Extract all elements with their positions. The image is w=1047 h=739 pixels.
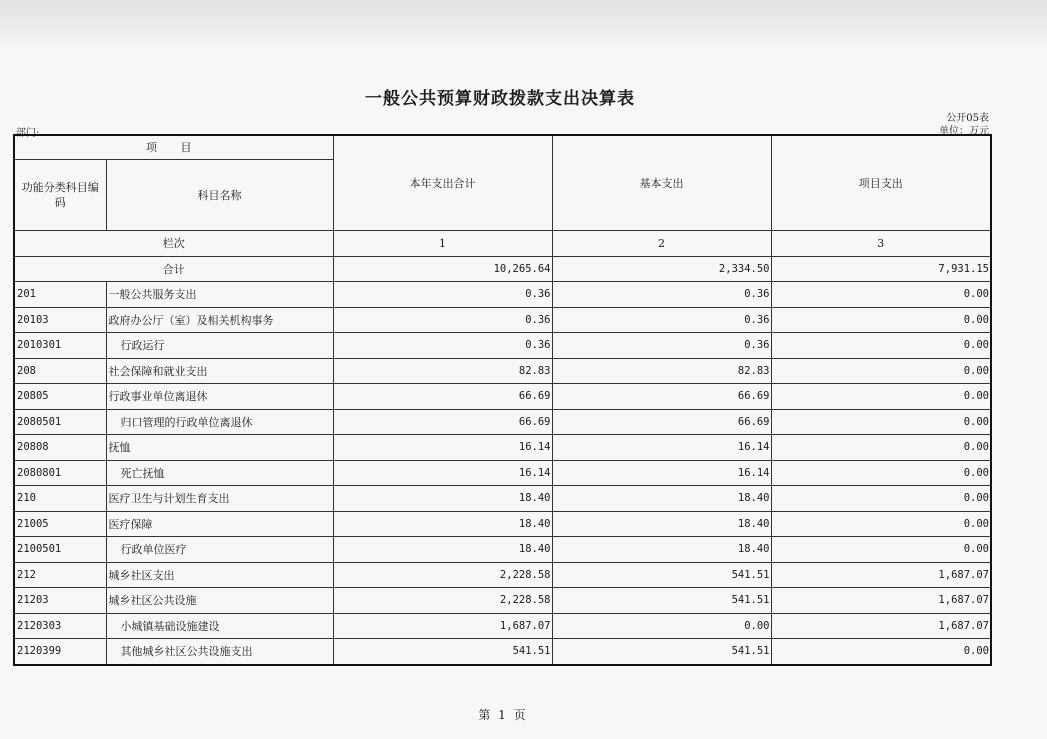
row-project: 0.00 [771, 358, 991, 384]
row-code: 21005 [14, 511, 106, 537]
row-code: 20805 [14, 384, 106, 410]
row-code: 2120399 [14, 639, 106, 665]
row-total: 2,228.58 [333, 562, 552, 588]
row-name: 社会保障和就业支出 [106, 358, 333, 384]
header-name: 科目名称 [106, 159, 333, 231]
expenditure-table [13, 134, 992, 666]
total-basic: 2,334.50 [552, 256, 771, 282]
row-code: 2100501 [14, 537, 106, 563]
row-project: 0.00 [771, 639, 991, 665]
header-row-project [14, 135, 991, 159]
row-name: 抚恤 [106, 435, 333, 461]
index-3: 3 [771, 231, 991, 257]
row-basic: 16.14 [552, 435, 771, 461]
row-total: 18.40 [333, 511, 552, 537]
total-sum: 10,265.64 [333, 256, 552, 282]
header-total: 本年支出合计 [333, 135, 552, 231]
header-code: 功能分类科目编码 [14, 159, 106, 231]
row-name: 死亡抚恤 [106, 460, 333, 486]
row-total: 1,687.07 [333, 613, 552, 639]
table-row [14, 562, 991, 588]
row-basic: 66.69 [552, 409, 771, 435]
row-name: 医疗保障 [106, 511, 333, 537]
table-row [14, 511, 991, 537]
row-code: 2010301 [14, 333, 106, 359]
row-name: 行政事业单位离退休 [106, 384, 333, 410]
row-basic: 18.40 [552, 537, 771, 563]
department-label: 部门: [16, 128, 40, 139]
total-project: 7,931.15 [771, 256, 991, 282]
row-project: 0.00 [771, 537, 991, 563]
row-project: 0.00 [771, 486, 991, 512]
header-basic: 基本支出 [552, 135, 771, 231]
row-total: 18.40 [333, 486, 552, 512]
row-code: 21203 [14, 588, 106, 614]
row-code: 208 [14, 358, 106, 384]
row-name: 城乡社区公共设施 [106, 588, 333, 614]
row-project: 0.00 [771, 511, 991, 537]
row-project: 0.00 [771, 384, 991, 410]
row-code: 210 [14, 486, 106, 512]
row-project: 0.00 [771, 435, 991, 461]
row-total: 18.40 [333, 537, 552, 563]
row-code: 201 [14, 282, 106, 308]
row-basic: 18.40 [552, 511, 771, 537]
row-project: 0.00 [771, 409, 991, 435]
table-row [14, 384, 991, 410]
row-project: 0.00 [771, 282, 991, 308]
row-project: 1,687.07 [771, 613, 991, 639]
row-code: 20808 [14, 435, 106, 461]
row-name: 归口管理的行政单位离退休 [106, 409, 333, 435]
table-row [14, 409, 991, 435]
table-row [14, 460, 991, 486]
row-basic: 541.51 [552, 588, 771, 614]
index-label: 栏次 [14, 231, 333, 257]
row-total: 66.69 [333, 409, 552, 435]
row-code: 2120303 [14, 613, 106, 639]
row-project: 0.00 [771, 333, 991, 359]
row-basic: 0.00 [552, 613, 771, 639]
row-project: 1,687.07 [771, 588, 991, 614]
header-project: 项 目 [14, 135, 333, 159]
table-row [14, 486, 991, 512]
table-row [14, 537, 991, 563]
row-code: 2080501 [14, 409, 106, 435]
row-total: 66.69 [333, 384, 552, 410]
row-name: 政府办公厅（室）及相关机构事务 [106, 307, 333, 333]
table-row [14, 613, 991, 639]
row-project: 0.00 [771, 460, 991, 486]
table-row [14, 435, 991, 461]
row-name: 小城镇基础设施建设 [106, 613, 333, 639]
page-number: 第 1 页 [478, 708, 528, 722]
row-total: 16.14 [333, 460, 552, 486]
row-total: 2,228.58 [333, 588, 552, 614]
row-basic: 66.69 [552, 384, 771, 410]
row-basic: 0.36 [552, 282, 771, 308]
table-row [14, 333, 991, 359]
table-row [14, 307, 991, 333]
row-name: 行政运行 [106, 333, 333, 359]
scan-artifact-band [0, 0, 1047, 48]
row-basic: 0.36 [552, 307, 771, 333]
total-row [14, 256, 991, 282]
row-total: 82.83 [333, 358, 552, 384]
table-row [14, 639, 991, 665]
row-total: 0.36 [333, 307, 552, 333]
header-project-expense: 项目支出 [771, 135, 991, 231]
total-label: 合计 [14, 256, 333, 282]
row-project: 0.00 [771, 307, 991, 333]
table-row [14, 282, 991, 308]
table-row [14, 358, 991, 384]
row-name: 城乡社区支出 [106, 562, 333, 588]
form-code: 公开05表 [946, 113, 989, 124]
row-basic: 16.14 [552, 460, 771, 486]
row-project: 1,687.07 [771, 562, 991, 588]
row-basic: 18.40 [552, 486, 771, 512]
row-basic: 82.83 [552, 358, 771, 384]
row-total: 0.36 [333, 282, 552, 308]
row-code: 2080801 [14, 460, 106, 486]
row-total: 541.51 [333, 639, 552, 665]
index-row [14, 231, 991, 257]
document-title: 一般公共预算财政拨款支出决算表 [365, 89, 635, 109]
row-basic: 541.51 [552, 562, 771, 588]
row-name: 其他城乡社区公共设施支出 [106, 639, 333, 665]
row-basic: 0.36 [552, 333, 771, 359]
index-1: 1 [333, 231, 552, 257]
row-total: 16.14 [333, 435, 552, 461]
row-name: 行政单位医疗 [106, 537, 333, 563]
table-row [14, 588, 991, 614]
row-total: 0.36 [333, 333, 552, 359]
row-name: 一般公共服务支出 [106, 282, 333, 308]
row-basic: 541.51 [552, 639, 771, 665]
index-2: 2 [552, 231, 771, 257]
row-code: 212 [14, 562, 106, 588]
row-name: 医疗卫生与计划生育支出 [106, 486, 333, 512]
unit-label: 单位：万元 [939, 126, 989, 137]
row-code: 20103 [14, 307, 106, 333]
